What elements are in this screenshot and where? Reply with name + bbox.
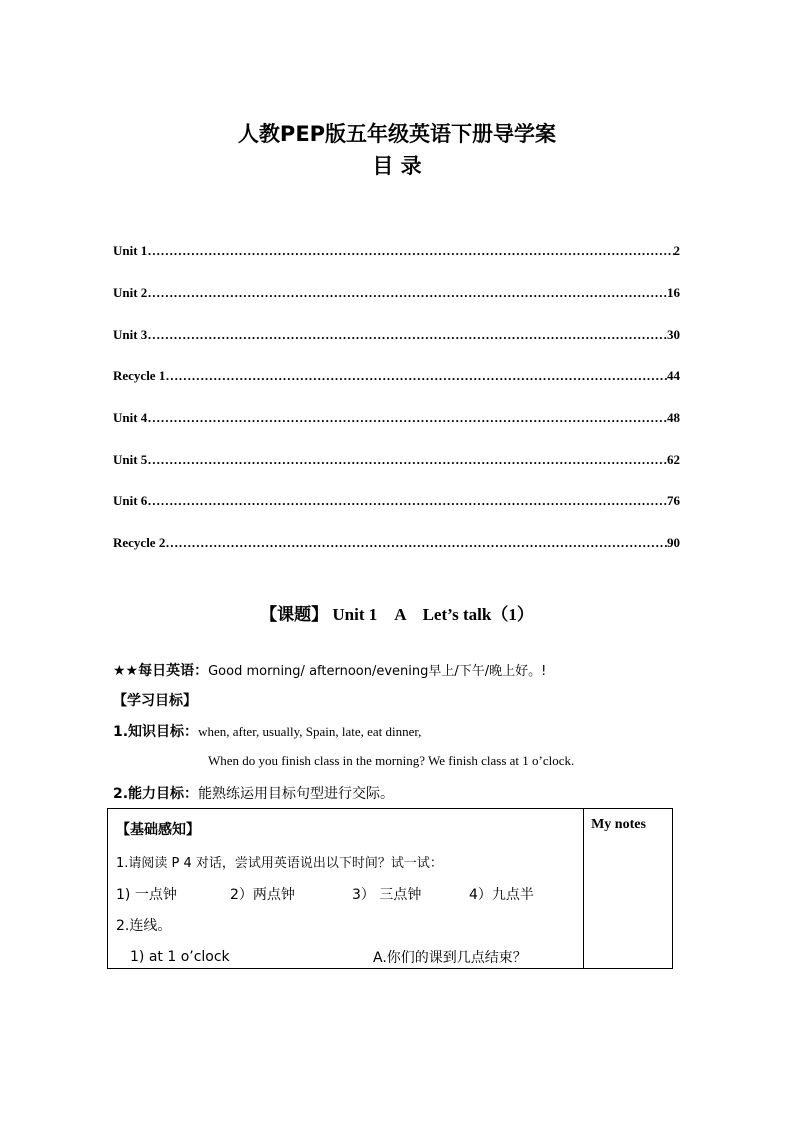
toc-leader [147, 243, 673, 259]
time-item: 4）九点半 [469, 887, 534, 903]
ability-objective [113, 783, 394, 803]
toc-row[interactable] [113, 535, 680, 553]
toc-row[interactable] [113, 327, 680, 345]
toc-label: Recycle 2 [113, 535, 166, 550]
toc-row[interactable] [113, 243, 680, 261]
my-notes-label: My notes [591, 817, 646, 832]
toc-label: Unit 4 [113, 410, 148, 425]
toc-page: 30 [667, 327, 680, 342]
toc-page: 44 [667, 368, 680, 383]
objectives-heading [113, 690, 197, 710]
toc-row[interactable] [113, 452, 680, 470]
match-right-item: A.你们的课到几点结束？ [373, 950, 527, 966]
toc-leader [165, 368, 667, 384]
exercise-table [107, 808, 673, 969]
toc-page: 2 [673, 243, 680, 258]
time-item: 1) 一点钟 [116, 887, 177, 903]
matching-heading: 2.连线。 [116, 918, 172, 934]
toc-page: 16 [667, 285, 680, 300]
toc-row[interactable] [113, 368, 680, 386]
notes-cell [584, 809, 673, 969]
toc-leader [147, 285, 667, 301]
toc-leader [165, 535, 667, 551]
toc-label: Unit 6 [113, 493, 148, 508]
knowledge-words: when, after, usually, Spain, late, eat dinner, [198, 724, 422, 739]
toc-page: 48 [667, 410, 680, 425]
toc-leader [147, 327, 667, 343]
daily-english [113, 660, 546, 680]
toc-row[interactable] [113, 410, 680, 428]
toc-label: Unit 1 [113, 243, 148, 258]
toc-row[interactable] [113, 493, 680, 511]
basic-perception-heading: 【基础感知】 [116, 822, 200, 838]
toc-label: Unit 2 [113, 285, 148, 300]
ability-text: 能熟练运用目标句型进行交际。 [198, 786, 395, 802]
toc-page: 90 [667, 535, 680, 550]
knowledge-label: 1.知识目标： [113, 724, 199, 740]
toc-leader [147, 452, 667, 468]
toc-label: Recycle 1 [113, 368, 166, 383]
toc-label: Unit 5 [113, 452, 148, 467]
contents-heading: 目 录 [372, 154, 422, 178]
time-item: 3） 三点钟 [352, 887, 422, 903]
toc-page: 62 [667, 452, 680, 467]
toc-leader [147, 410, 667, 426]
toc-label: Unit 3 [113, 327, 148, 342]
daily-english-text: Good morning/ afternoon/evening早上/下午/晚上好。! [208, 664, 547, 679]
exercise-cell [108, 809, 584, 969]
match-left-item: 1) at 1 o’clock [130, 949, 230, 965]
time-item: 2）两点钟 [230, 887, 295, 903]
ability-label: 2.能力目标： [113, 786, 199, 802]
objectives-heading-text: 【学习目标】 [113, 693, 197, 709]
daily-english-label: ★★每日英语： [113, 663, 209, 679]
toc-page: 76 [667, 493, 680, 508]
knowledge-objective [113, 721, 421, 741]
toc-leader [147, 493, 667, 509]
lesson-title: 【课题】 Unit 1 A Let’s talk（1） [260, 605, 534, 624]
toc-row[interactable] [113, 285, 680, 303]
document-title: 人教PEP版五年级英语下册导学案 [237, 122, 557, 146]
reading-instruction: 1.请阅读 P 4 对话，尝试用英语说出以下时间？试一试： [116, 856, 443, 871]
knowledge-sentences: When do you finish class in the morning? We finish class at 1 o’clock. [208, 753, 575, 768]
